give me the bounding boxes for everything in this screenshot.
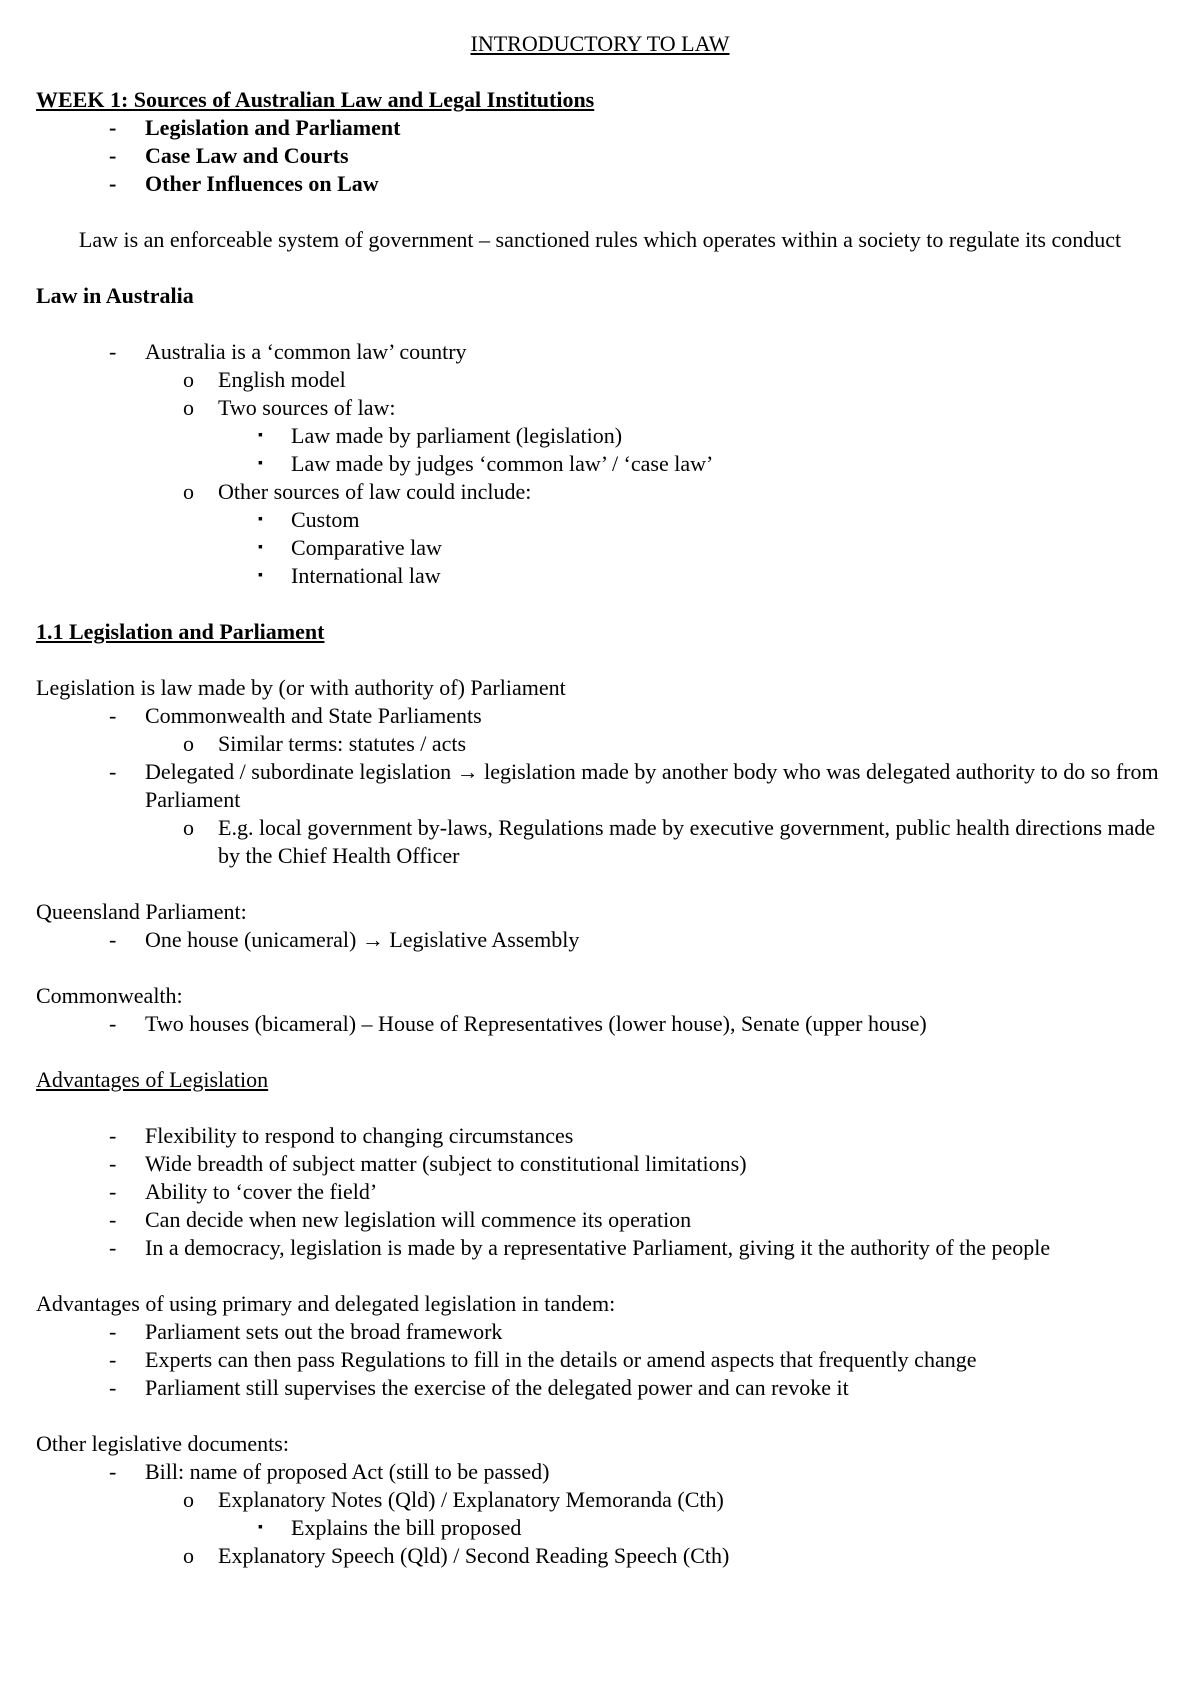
circle-bullet: o <box>183 815 194 840</box>
square-bullet: ▪ <box>258 512 263 527</box>
list-item: o English model <box>183 367 346 392</box>
list-item: - In a democracy, legislation is made by a representative Parliament, giving it the authority of the people <box>109 1235 1051 1260</box>
circle-bullet: o <box>183 1487 194 1512</box>
dash-bullet: - <box>109 1347 117 1372</box>
list-item: - Parliament still supervises the exercise of the delegated power and can revoke it <box>109 1375 849 1400</box>
list-item: - Delegated / subordinate legislation → legislation made by another body who was delegated authority to do so from Parliament <box>109 759 1159 812</box>
week-topic: - Legislation and Parliament <box>109 115 401 140</box>
list-item: - Two houses (bicameral) – House of Representatives (lower house), Senate (upper house) <box>109 1011 927 1036</box>
list-item: o E.g. local government by-laws, Regulations made by executive government, public health directions made by the Chief Health Officer <box>183 815 1156 868</box>
dash-bullet: - <box>109 1207 117 1232</box>
dash-bullet: - <box>109 1235 117 1260</box>
dash-bullet: - <box>109 339 117 364</box>
dash-bullet: - <box>109 1459 117 1484</box>
list-item: ▪ Custom <box>258 507 360 532</box>
dash-bullet: - <box>109 1123 117 1148</box>
list-item: - Can decide when new legislation will commence its operation <box>109 1207 692 1232</box>
dash-bullet: - <box>109 171 117 196</box>
dash-bullet: - <box>109 1375 117 1400</box>
list-item: - Commonwealth and State Parliaments <box>109 703 482 728</box>
list-item: o Other sources of law could include: <box>183 479 532 504</box>
dash-bullet: - <box>109 143 117 168</box>
list-item: ▪ Law made by parliament (legislation) <box>258 423 623 448</box>
square-bullet: ▪ <box>258 428 263 443</box>
section-1-1-intro: Legislation is law made by (or with authority of) Parliament <box>36 675 566 700</box>
dash-bullet: - <box>109 759 117 784</box>
week-heading: WEEK 1: Sources of Australian Law and Legal Institutions <box>36 87 595 112</box>
circle-bullet: o <box>183 1543 194 1568</box>
list-item: - Australia is a ‘common law’ country <box>109 339 467 364</box>
list-item: - Parliament sets out the broad framework <box>109 1319 503 1344</box>
week-topic: - Case Law and Courts <box>109 143 349 168</box>
dash-bullet: - <box>109 703 117 728</box>
list-item: - One house (unicameral) → Legislative Assembly <box>109 927 580 952</box>
square-bullet: ▪ <box>258 540 263 555</box>
dash-bullet: - <box>109 1011 117 1036</box>
circle-bullet: o <box>183 367 194 392</box>
law-definition: Law is an enforceable system of government – sanctioned rules which operates within a society to regulate its conduct <box>78 227 1122 252</box>
circle-bullet: o <box>183 731 194 756</box>
dash-bullet: - <box>109 1179 117 1204</box>
section-1-1-heading: 1.1 Legislation and Parliament <box>36 619 325 644</box>
list-item: - Bill: name of proposed Act (still to be passed) <box>109 1459 550 1484</box>
cth-heading: Commonwealth: <box>36 983 183 1008</box>
tandem-heading: Advantages of using primary and delegated legislation in tandem: <box>36 1291 616 1316</box>
circle-bullet: o <box>183 479 194 504</box>
dash-bullet: - <box>109 927 117 952</box>
list-item: - Experts can then pass Regulations to fill in the details or amend aspects that frequently change <box>109 1347 977 1372</box>
list-item: ▪ Explains the bill proposed <box>258 1515 522 1540</box>
dash-bullet: - <box>109 1151 117 1176</box>
list-item: o Similar terms: statutes / acts <box>183 731 467 756</box>
square-bullet: ▪ <box>258 1520 263 1535</box>
list-item: o Explanatory Notes (Qld) / Explanatory Memoranda (Cth) <box>183 1487 724 1512</box>
square-bullet: ▪ <box>258 456 263 471</box>
list-item: - Flexibility to respond to changing circumstances <box>109 1123 574 1148</box>
list-item: ▪ Comparative law <box>258 535 442 560</box>
list-item: o Explanatory Speech (Qld) / Second Reading Speech (Cth) <box>183 1543 730 1568</box>
list-item: - Ability to ‘cover the field’ <box>109 1179 378 1204</box>
list-item: ▪ Law made by judges ‘common law’ / ‘case law’ <box>258 451 714 476</box>
circle-bullet: o <box>183 395 194 420</box>
square-bullet: ▪ <box>258 568 263 583</box>
dash-bullet: - <box>109 115 117 140</box>
list-item: - Wide breadth of subject matter (subject to constitutional limitations) <box>109 1151 747 1176</box>
dash-bullet: - <box>109 1319 117 1344</box>
document-title: INTRODUCTORY TO LAW <box>470 31 730 56</box>
week-topic: - Other Influences on Law <box>109 171 379 196</box>
document-page <box>36 30 1164 1570</box>
qld-heading: Queensland Parliament: <box>36 899 247 924</box>
list-item: o Two sources of law: <box>183 395 396 420</box>
advantages-heading: Advantages of Legislation <box>36 1067 269 1092</box>
law-in-australia-heading: Law in Australia <box>36 283 194 308</box>
list-item: ▪ International law <box>258 563 441 588</box>
other-docs-heading: Other legislative documents: <box>36 1431 289 1456</box>
